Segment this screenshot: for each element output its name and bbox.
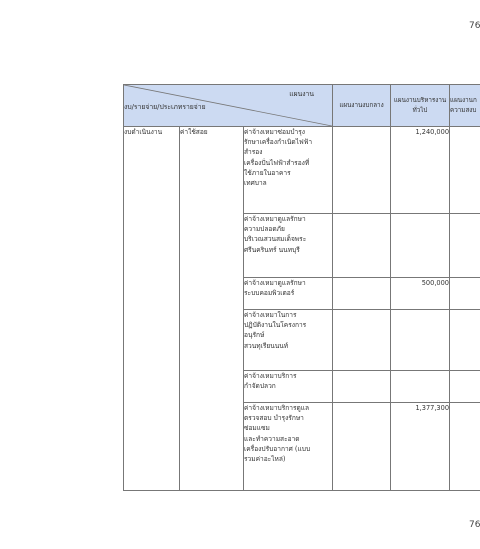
central-plan-cell (333, 403, 391, 491)
desc-line: ค่าจ้างเหมาซ่อมบำรุง (244, 128, 305, 136)
row-description (244, 278, 333, 310)
desc-line: รักษาเครื่องกำเนิดไฟฟ้า (244, 138, 313, 147)
desc-line: ค่าจ้างเหมาบริการ (244, 372, 297, 380)
desc-line: ค่าจ้างเหมาดูแลรักษา (244, 215, 306, 223)
row-description (244, 371, 333, 403)
central-plan-cell (333, 310, 391, 371)
general-admin-amount (391, 371, 450, 403)
general-admin-amount: 1,240,000 (391, 127, 450, 214)
table-row (124, 127, 480, 214)
desc-line: ความปลอดภัย (244, 225, 285, 234)
row-description (244, 403, 333, 491)
security-plan-cell (450, 310, 480, 371)
budget-group-label: งบดำเนินงาน (124, 128, 163, 136)
general-admin-amount: 1,377,300 (391, 403, 450, 491)
table-header-row (124, 85, 480, 127)
desc-line: ระบบคอมพิวเตอร์ (244, 289, 295, 298)
desc-line: ค่าจ้างเหมาดูแลรักษา (244, 279, 306, 287)
security-plan-cell (450, 214, 480, 278)
central-plan-cell (333, 371, 391, 403)
desc-line: เทศบาล (244, 179, 267, 188)
security-plan-cell (450, 371, 480, 403)
desc-line: รวมค่าอะไหล่) (244, 455, 286, 464)
desc-line: ตรวจสอบ บำรุงรักษา (244, 414, 304, 423)
header-type-label: งบ/รายจ่าย/ประเภทรายจ่าย (124, 103, 206, 112)
row-description (244, 310, 333, 371)
row-description (244, 127, 333, 214)
header-central-plan-label: แผนงานงบกลาง (339, 101, 384, 109)
desc-line: ปฏิบัติงานในโครงการ (244, 321, 307, 330)
header-security-line2: ความสงบ (450, 106, 477, 114)
central-plan-cell (333, 278, 391, 310)
row-description (244, 214, 333, 278)
security-plan-cell (450, 403, 480, 491)
header-central-plan (333, 85, 391, 127)
general-admin-amount: 500,000 (391, 278, 450, 310)
expense-type-cell (180, 127, 244, 491)
desc-line: สำรอง (244, 148, 263, 157)
desc-line: กำจัดปลวก (244, 382, 276, 391)
header-general-admin-line2: ทั่วไป (412, 106, 428, 114)
header-general-admin-plan (391, 85, 450, 127)
header-security-line1: แผนงานก (450, 96, 477, 104)
header-plan-label: แผนงาน (289, 90, 315, 98)
desc-line: เครื่องปั่นไฟฟ้าสำรองที่ (244, 158, 310, 167)
security-plan-cell (450, 127, 480, 214)
desc-line: สวนทุเรียนนนท์ (244, 341, 289, 350)
general-admin-amount (391, 310, 450, 371)
central-plan-cell (333, 127, 391, 214)
desc-line: ซ่อมแซม (244, 424, 270, 433)
header-diagonal-cell (124, 85, 333, 127)
general-admin-amount (391, 214, 450, 278)
desc-line: ใช้ภายในอาคาร (244, 168, 291, 177)
desc-line: ศรีนครินทร์ นนทบุรี (244, 245, 300, 254)
header-security-plan (450, 85, 480, 127)
page-number-bottom: 76 (469, 520, 480, 530)
security-plan-cell (450, 278, 480, 310)
central-plan-cell (333, 214, 391, 278)
header-general-admin-line1: แผนงานบริหารงาน (393, 96, 447, 104)
budget-group-cell (124, 127, 180, 491)
desc-line: อนุรักษ์ (244, 331, 265, 340)
desc-line: บริเวณสวนสมเด็จพระ (244, 235, 307, 244)
desc-line: ค่าจ้างเหมาในการ (244, 311, 297, 319)
desc-line: เครื่องปรับอากาศ (แบบ (244, 444, 311, 453)
desc-line: ค่าจ้างเหมาบริการดูแล (244, 404, 310, 412)
budget-table (123, 84, 480, 491)
desc-line: และทำความสะอาด (244, 434, 300, 443)
expense-type-label: ค่าใช้สอย (180, 128, 208, 136)
page-number-top: 76 (469, 21, 480, 31)
